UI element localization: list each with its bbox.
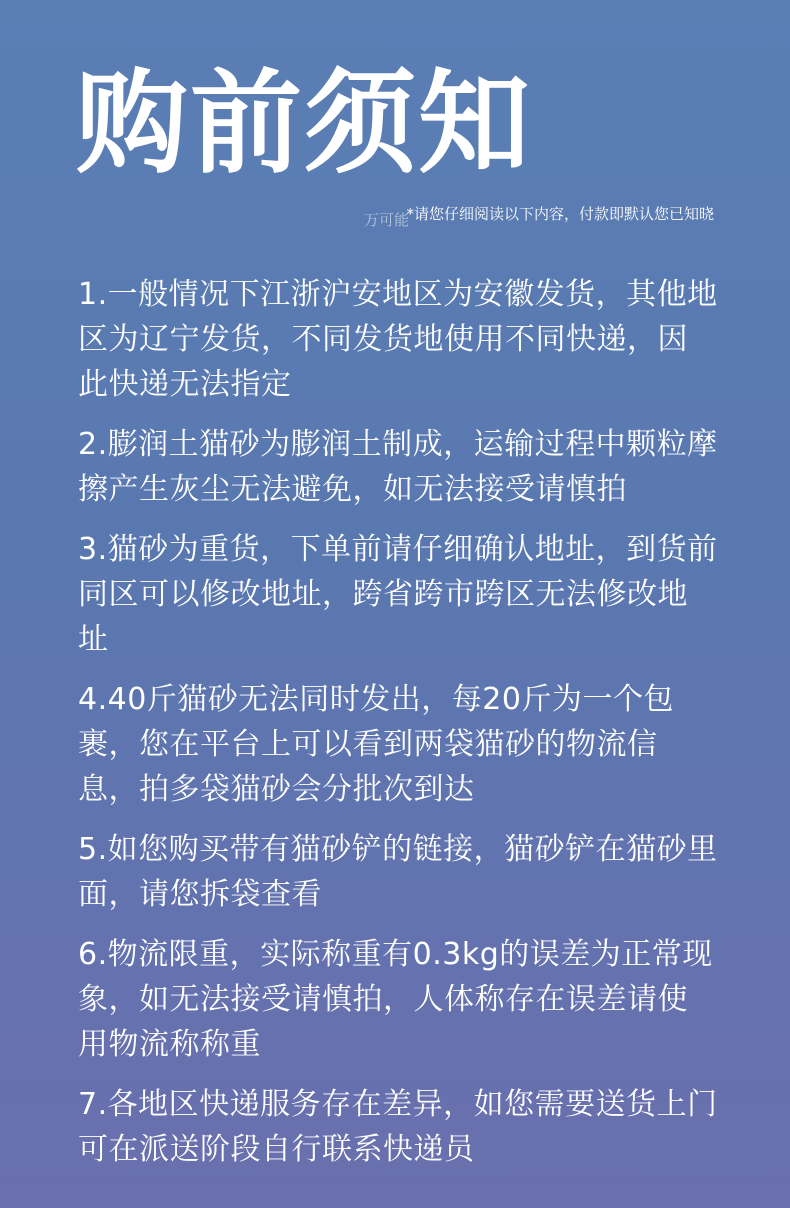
notice-item: 5.如您购买带有猫砂铲的链接，猫砂铲在猫砂里面，请您拆袋查看 [78, 832, 718, 912]
notice-list [78, 272, 718, 1187]
notice-item: 7.各地区快递服务存在差异，如您需要送货上门可在派送阶段自行联系快递员 [78, 1087, 718, 1167]
notice-item: 6.物流限重，实际称重有0.3kg的误差为正常现象，如无法接受请慎拍，人体称存在误差请使用物流称称重 [78, 937, 713, 1062]
watermark-text: 万可能 [364, 211, 410, 229]
reading-notice: *请您仔细阅读以下内容，付款即默认您已知晓 [406, 205, 714, 223]
page-title: 购前须知 [76, 59, 532, 189]
notice-item: 2.膨润土猫砂为膨润土制成，运输过程中颗粒摩擦产生灰尘无法避免，如无法接受请慎拍 [78, 427, 718, 507]
notice-item: 4.40斤猫砂无法同时发出，每20斤为一个包裹，您在平台上可以看到两袋猫砂的物流信息，拍多袋猫砂会分批次到达 [78, 682, 674, 807]
notice-item: 3.猫砂为重货，下单前请仔细确认地址，到货前同区可以修改地址，跨省跨市跨区无法修改地址 [78, 532, 718, 657]
notice-item: 1.一般情况下江浙沪安地区为安徽发货，其他地区为辽宁发货，不同发货地使用不同快递，因此快递无法指定 [78, 277, 718, 402]
